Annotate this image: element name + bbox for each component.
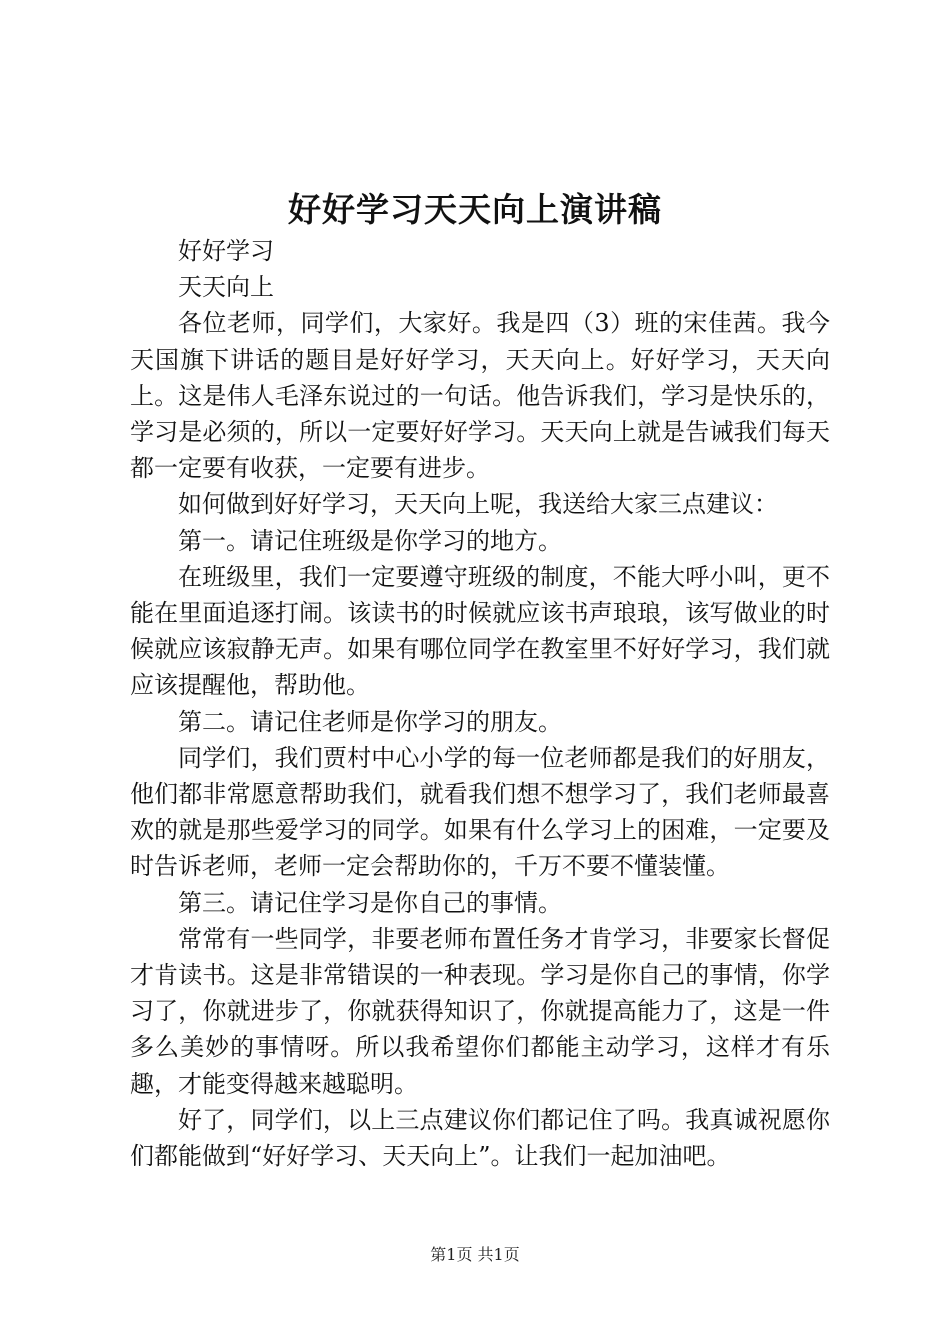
paragraph: 在班级里，我们一定要遵守班级的制度，不能大呼小叫，更不能在里面追逐打闹。该读书的时候就应该书声琅琅，该写做业的时候就应该寂静无声。如果有哪位同学在教室里不好好学习，我们就应该提醒他，帮助他。: [130, 562, 830, 700]
paragraph: 第三。请记住学习是你自己的事情。: [178, 888, 562, 917]
paragraph: 第一。请记住班级是你学习的地方。: [178, 526, 562, 555]
paragraph: 常常有一些同学，非要老师布置任务才肯学习，非要家长督促才肯读书。这是非常错误的一种表现。学习是你自己的事情，你学习了，你就进步了，你就获得知识了，你就提高能力了，这是一件多么美妙的事情呀。所以我希望你们都能主动学习，这样才有乐趣，才能变得越来越聪明。: [130, 924, 830, 1098]
paragraph: 各位老师，同学们，大家好。我是四（3）班的宋佳茜。我今天国旗下讲话的题目是好好学习，天天向上。好好学习，天天向上。这是伟人毛泽东说过的一句话。他告诉我们，学习是快乐的，学习是必须的，所以一定要好好学习。天天向上就是告诫我们每天都一定要有收获，一定要有进步。: [130, 309, 830, 483]
paragraph: 天天向上: [178, 273, 274, 302]
paragraph: 同学们，我们贾村中心小学的每一位老师都是我们的好朋友，他们都非常愿意帮助我们，就看我们想不想学习了，我们老师最喜欢的就是那些爱学习的同学。如果有什么学习上的困难，一定要及时告诉老师，老师一定会帮助你的，千万不要不懂装懂。: [130, 743, 830, 881]
paragraph: 如何做到好好学习，天天向上呢，我送给大家三点建议：: [178, 490, 778, 519]
paragraph: 第二。请记住老师是你学习的朋友。: [178, 707, 562, 736]
document-title: 好好学习天天向上演讲稿: [288, 190, 662, 229]
document-body: [130, 233, 830, 1174]
paragraph: 好了，同学们，以上三点建议你们都记住了吗。我真诚祝愿你们都能做到“好好学习、天天向上”。让我们一起加油吧。: [130, 1105, 830, 1171]
paragraph: 好好学习: [178, 237, 274, 265]
page-footer: 第1页 共1页: [430, 1245, 520, 1264]
